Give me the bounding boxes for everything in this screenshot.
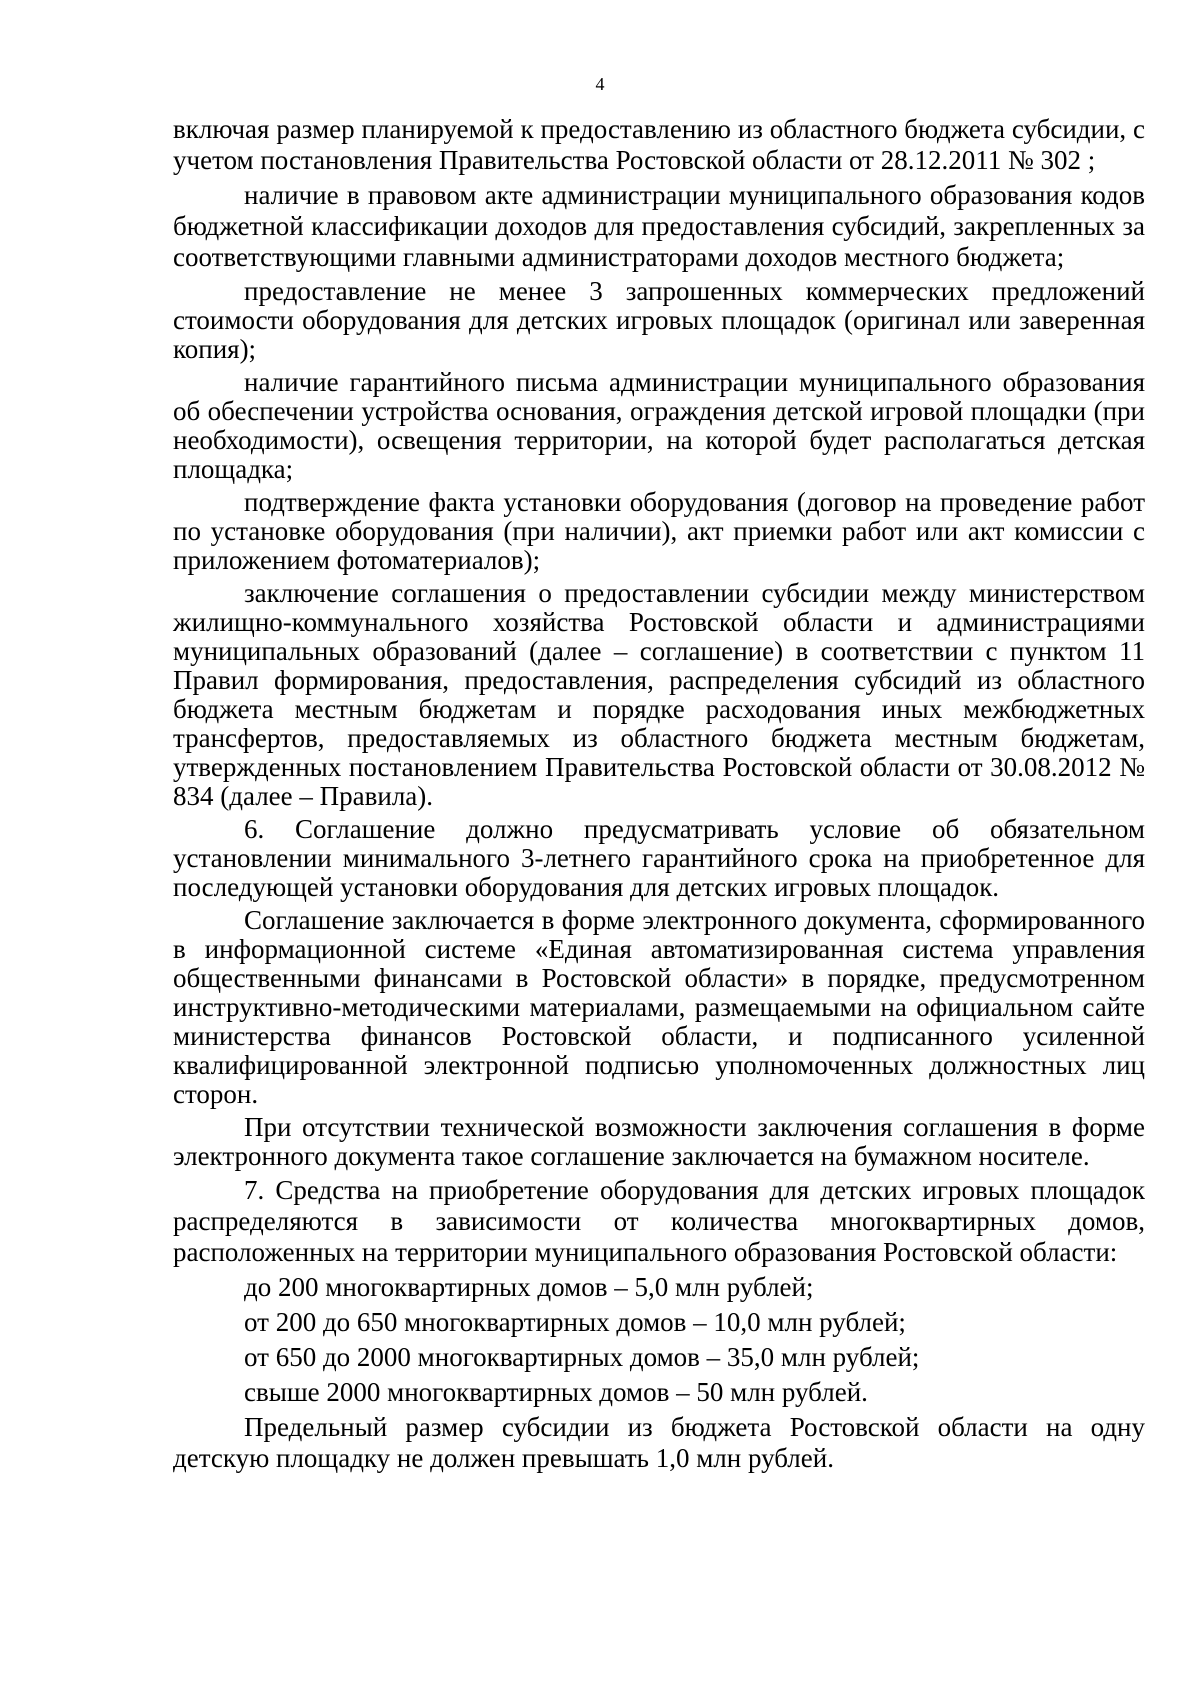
paragraph-paper-agreement: При отсутствии технической возможности заключения соглашения в форме электронного документа такое соглашение заключается на бумажном носителе.	[173, 1112, 1145, 1171]
paragraph-agreement-conclusion: заключение соглашения о предоставлении субсидии между министерством жилищно-коммунального хозяйства Ростовской области и администрациями муниципальных образований (далее – соглашение) в соответствии с пунктом 11 Правил формирования, предоставления, распределения субсидий из областного бюджета местным бюджетам и порядке расходования иных межбюджетных трансфертов, предоставляемых из областного бюджета местным бюджетам, утвержденных постановлением Правительства Ростовской области от 30.08.2012 № 834 (далее – Правила).	[173, 578, 1145, 811]
paragraph-guarantee-letter: наличие гарантийного письма администрации муниципального образования об обеспечении устройства основания, ограждения детской игровой площадки (при необходимости), освещения территории, на которой будет располагаться детская площадка;	[173, 367, 1145, 484]
paragraph-budget-size: включая размер планируемой к предоставлению из областного бюджета субсидии, с учетом постановления Правительства Ростовской области от 28.12.2011 № 302 ;	[173, 114, 1145, 175]
document-body	[173, 114, 1145, 1478]
funding-tier-item: свыше 2000 многоквартирных домов – 50 млн рублей.	[244, 1377, 868, 1407]
funding-tier-list	[173, 1272, 1145, 1408]
page-number: 4	[595, 74, 605, 94]
paragraph-budget-codes: наличие в правовом акте администрации муниципального образования кодов бюджетной классификации доходов для предоставления субсидий, закрепленных за соответствующими главными администраторами доходов местного бюджета;	[173, 180, 1145, 272]
paragraph-item-7: 7. Средства на приобретение оборудования для детских игровых площадок распределяются в зависимости от количества многоквартирных домов, расположенных на территории муниципального образования Ростовской области:	[173, 1175, 1145, 1267]
paragraph-electronic-agreement: Соглашение заключается в форме электронного документа, сформированного в информационной системе «Единая автоматизированная система управления общественными финансами в Ростовской области» в порядке, предусмотренном инструктивно-методическими материалами, размещаемыми на официальном сайте министерства финансов Ростовской области, и подписанного усиленной квалифицированной электронной подписью уполномоченных должностных лиц сторон.	[173, 905, 1145, 1109]
paragraph-item-6: 6. Соглашение должно предусматривать условие об обязательном установлении минимального 3-летнего гарантийного срока на приобретенное для последующей установки оборудования для детских игровых площадок.	[173, 814, 1145, 902]
paragraph-installation-confirmation: подтверждение факта установки оборудования (договор на проведение работ по установке оборудования (при наличии), акт приемки работ или акт комиссии с приложением фотоматериалов);	[173, 487, 1145, 575]
funding-tier-item: от 650 до 2000 многоквартирных домов – 35,0 млн рублей;	[244, 1342, 920, 1372]
paragraph-commercial-offers: предоставление не менее 3 запрошенных коммерческих предложений стоимости оборудования для детских игровых площадок (оригинал или заверенная копия);	[173, 276, 1145, 364]
paragraph-max-subsidy: Предельный размер субсидии из бюджета Ростовской области на одну детскую площадку не должен превышать 1,0 млн рублей.	[173, 1412, 1145, 1473]
funding-tier-item: до 200 многоквартирных домов – 5,0 млн рублей;	[244, 1272, 814, 1302]
funding-tier-item: от 200 до 650 многоквартирных домов – 10,0 млн рублей;	[244, 1307, 906, 1337]
